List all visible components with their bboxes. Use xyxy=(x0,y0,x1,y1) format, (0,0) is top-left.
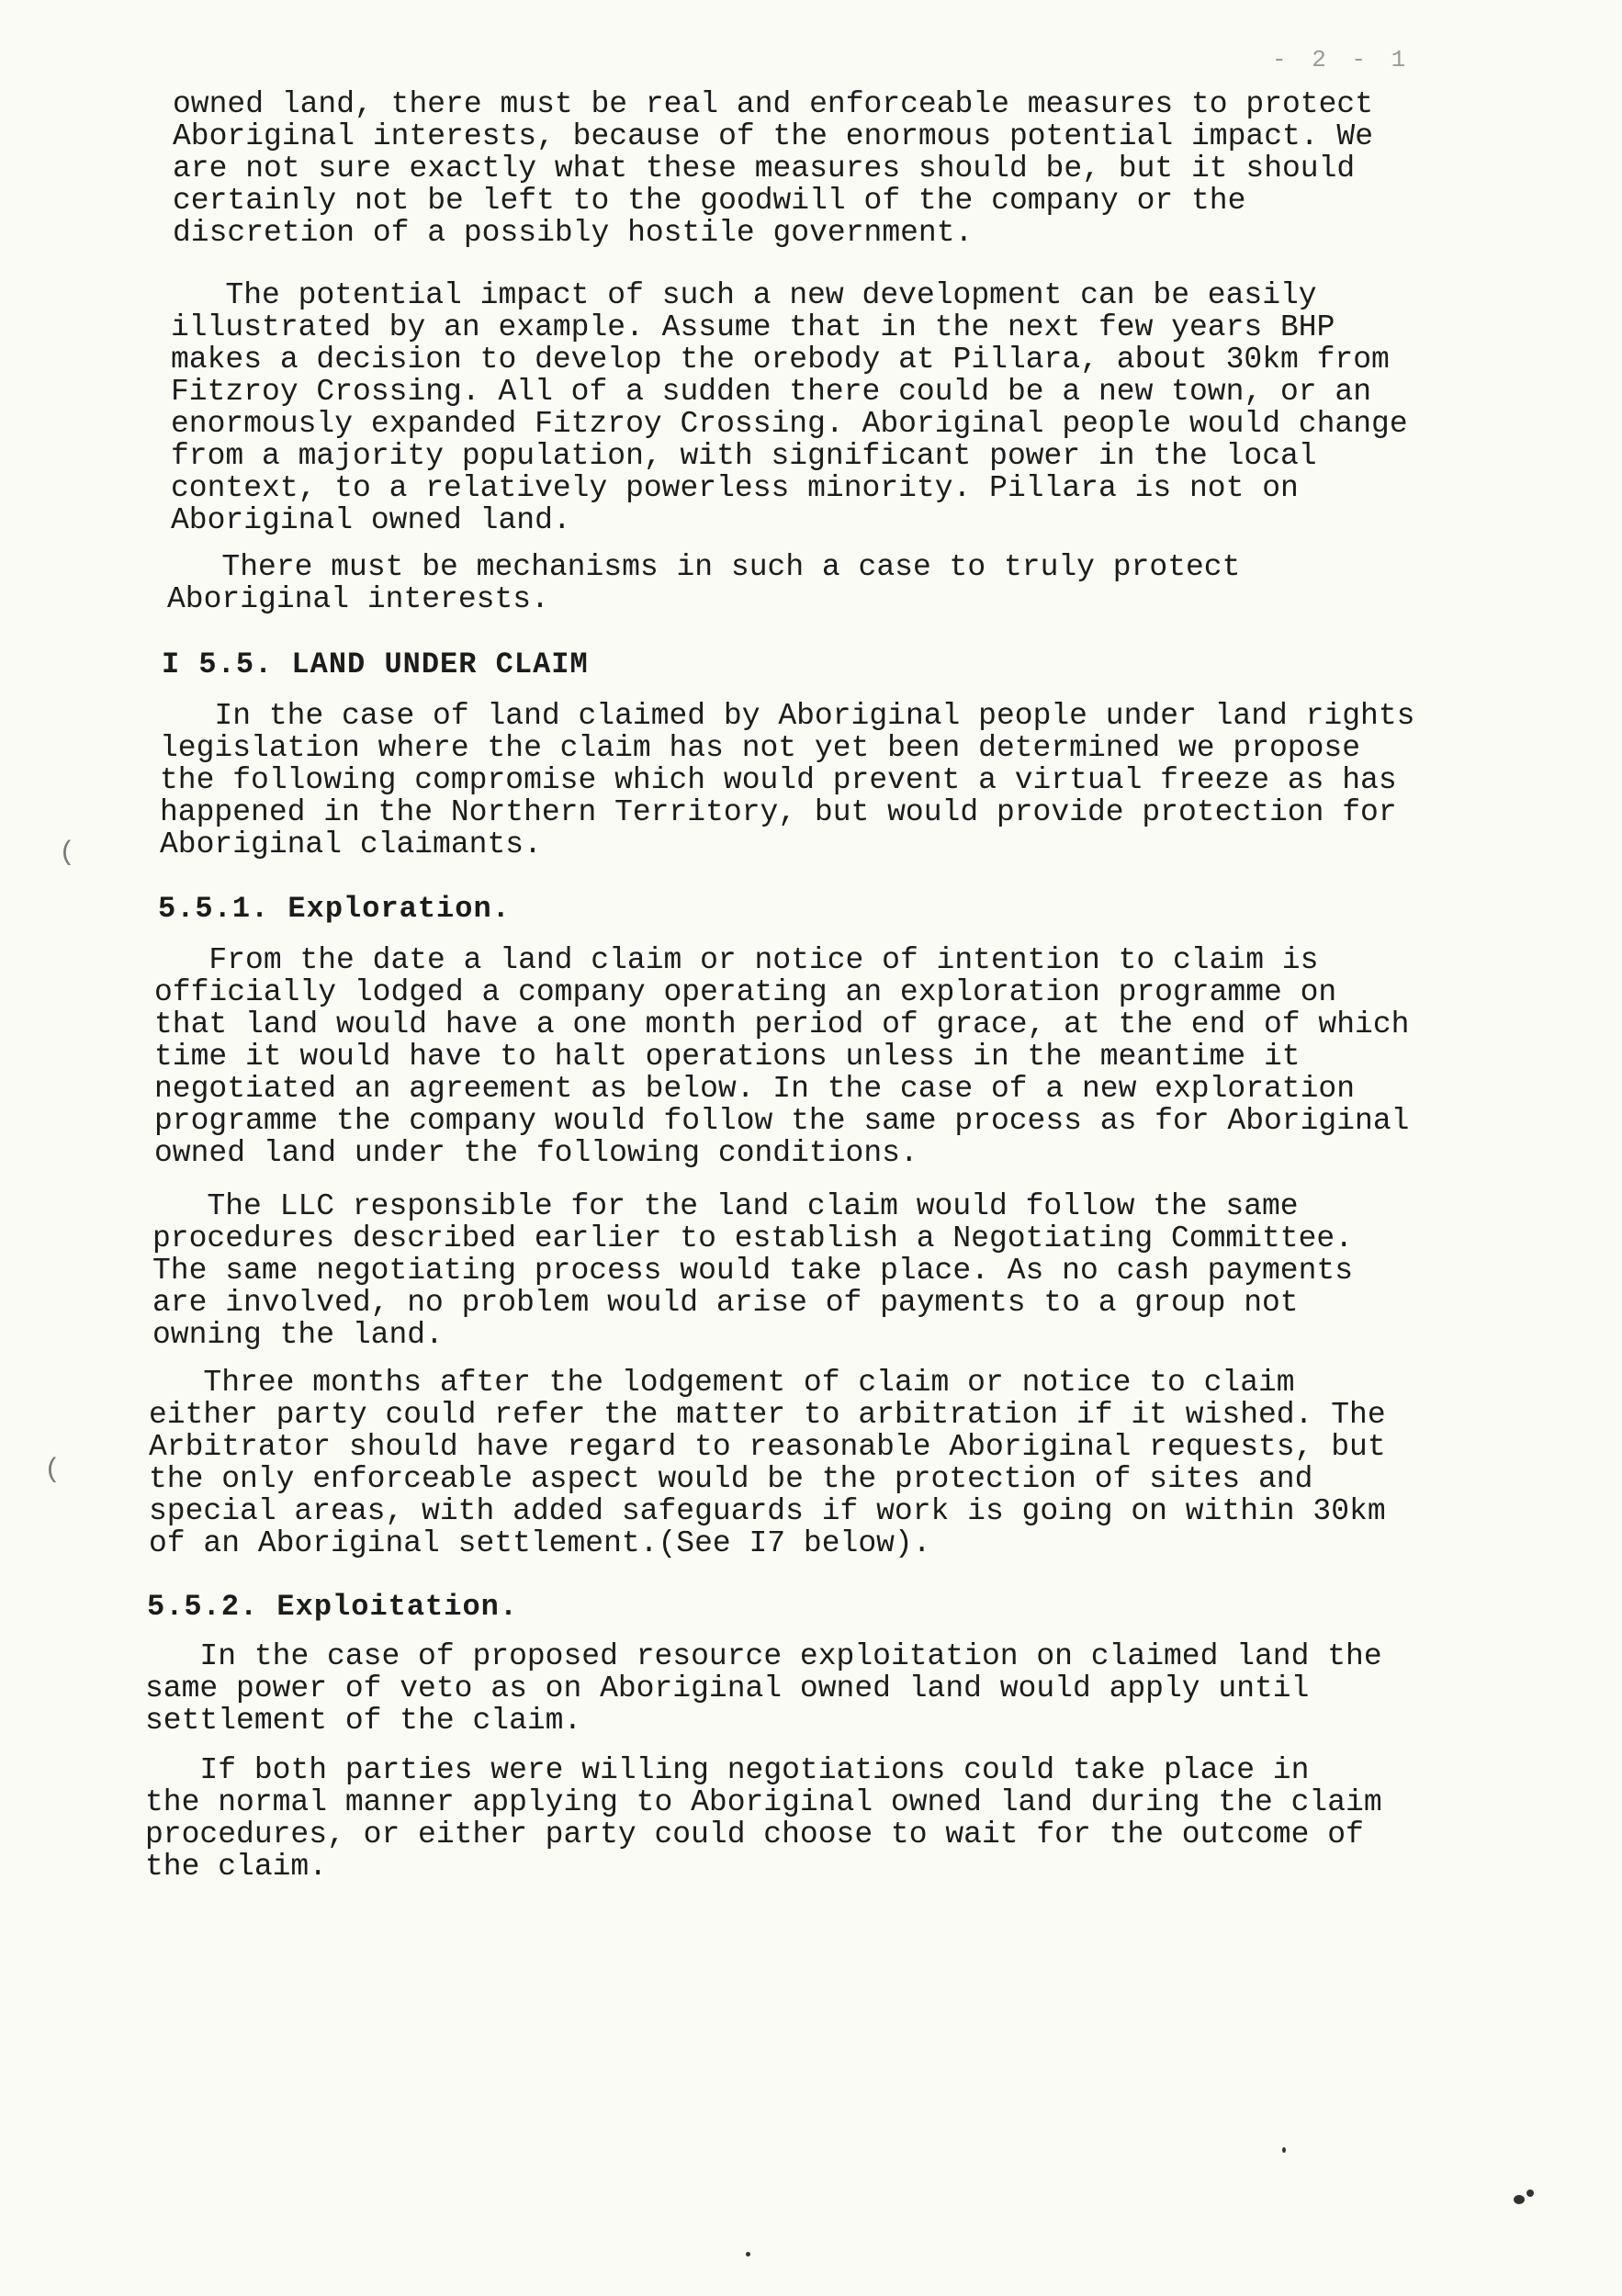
margin-mark: ( xyxy=(44,1455,62,1486)
paragraph-arbitration: Three months after the lodgement of claim or notice to claim either party could refer the matter to arbitration if it wished. The Arbitrator should have regard to reasonable Aboriginal requests, but the only enforceable aspect would be the protection of sites and special areas, with added safeguards if work is going on within 30km of an Aboriginal settlement.(See I7 below). xyxy=(149,1366,1386,1560)
ink-speck xyxy=(746,2252,750,2257)
subsection-heading-exploitation: 5.5.2. Exploitation. xyxy=(147,1590,519,1624)
section-heading-land-under-claim: I 5.5. LAND UNDER CLAIM xyxy=(162,647,589,681)
paragraph-land-claimed: In the case of land claimed by Aboriginal people under land rights legislation where the claim has not yet been determined we propose the following compromise which would prevent a virtual freeze as has happened in the Northern Territory, but would provide protection for Aboriginal claimants. xyxy=(160,699,1415,861)
ink-speck xyxy=(1282,2147,1286,2153)
paragraph-mechanisms: There must be mechanisms in such a case to truly protect Aboriginal interests. xyxy=(167,550,1241,616)
paragraph-negotiations: If both parties were willing negotiations could take place in the normal manner applying to Aboriginal owned land during the claim procedures, or either party could choose to wait for the outcome of the claim. xyxy=(145,1753,1382,1884)
paragraph-exploration-grace: From the date a land claim or notice of intention to claim is officially lodged a company operating an exploration programme on that land would have a one month period of grace, at the end of which time it would have to halt operations unless in the meantime it negotiated an agreement as below. In the case of a new exploration programme the company would follow the same process as for Aboriginal owned land under the following conditions. xyxy=(154,943,1410,1170)
paragraph-llc-procedures: The LLC responsible for the land claim would follow the same procedures described earlier to establish a Negotiating Committee. The same negotiating process would take place. As no cash payments are involved, no problem would arise of payments to a group not owning the land. xyxy=(152,1189,1354,1352)
paragraph-protection-measures: owned land, there must be real and enforceable measures to protect Aboriginal interests, because of the enormous potential impact. We are not sure exactly what these measures should be, but it should certainly not be left to the goodwill of the company or the discretion of a possibly hostile government. xyxy=(173,87,1374,250)
ink-smudge xyxy=(1514,2195,1525,2204)
paragraph-exploitation-veto: In the case of proposed resource exploitation on claimed land the same power of veto as on Aboriginal owned land would apply until settlement of the claim. xyxy=(145,1639,1382,1738)
page-number: - 2 - 1 xyxy=(1272,46,1412,73)
paragraph-potential-impact: The potential impact of such a new development can be easily illustrated by an example. Assume that in the next few years BHP makes a decision to develop the orebody at Pillara, about 30km from Fitzroy Crossing. All of a sudden there could be a new town, or an enormously expanded Fitzroy Crossing. Aboriginal people would change from a majority population, with significant power in the local context, to a relatively powerless minority. Pillara is not on Aboriginal owned land. xyxy=(171,278,1408,537)
margin-mark: ( xyxy=(59,838,76,869)
subsection-heading-exploration: 5.5.1. Exploration. xyxy=(158,892,511,926)
ink-smudge xyxy=(1526,2189,1534,2197)
